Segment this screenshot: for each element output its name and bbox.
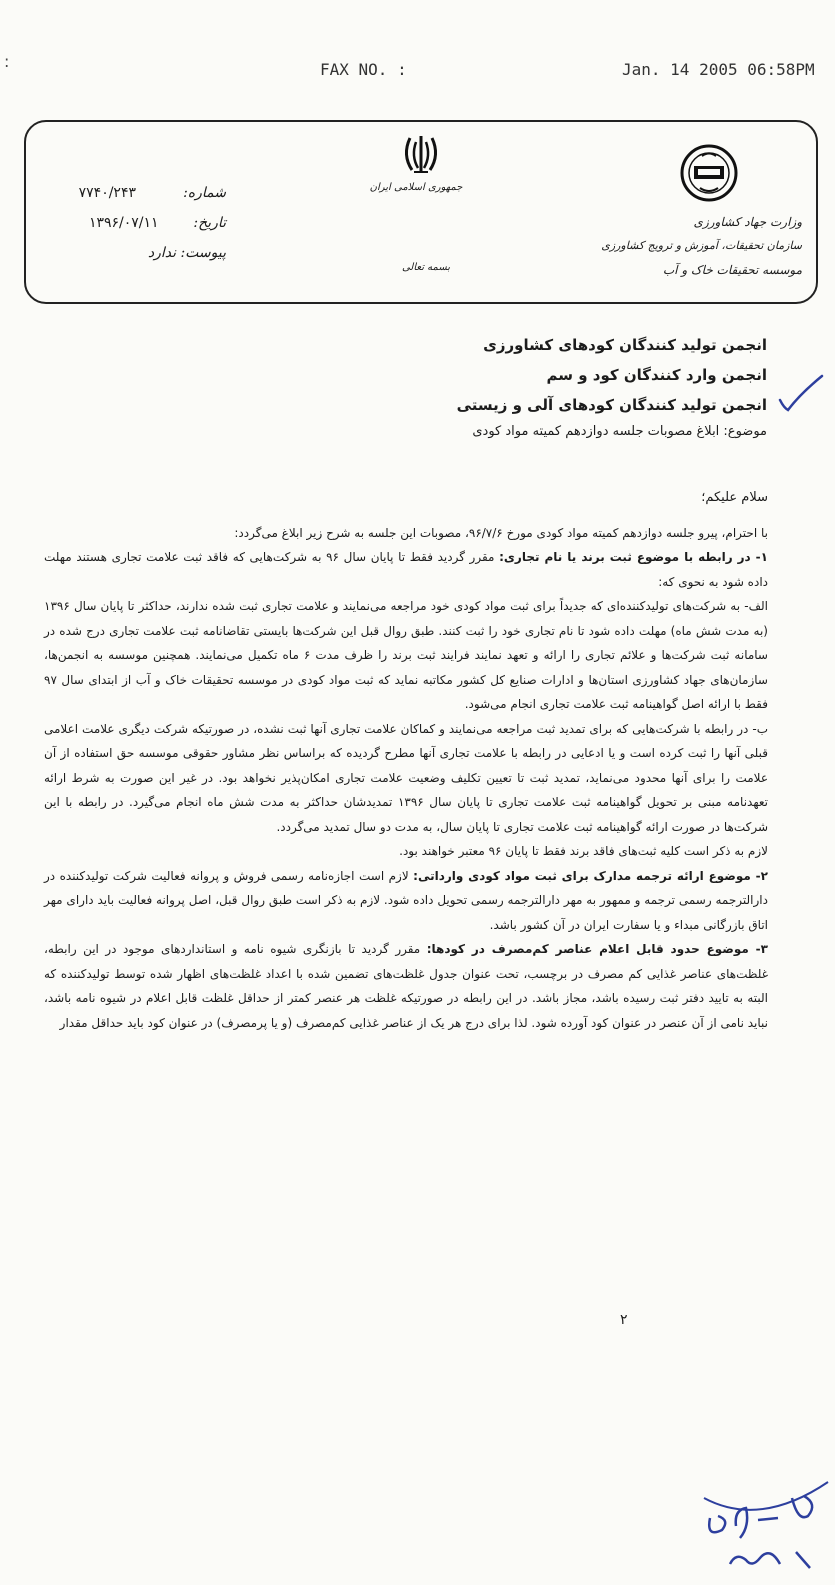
republic-text: جمهوری اسلامی ایران <box>369 182 463 193</box>
addressee: انجمن تولید کنندگان کودهای کشاورزی <box>483 336 767 354</box>
item-2-text: لازم است اجازه‌نامه رسمی فروش و پروانه فعالیت شرکت تولیدکننده در دارالترجمه رسمی ترجمه و ممهور به مهر دارالترجمه رسمی تحویل داده شود. لازم به ذکر است طبق روال قبل، اصل پروانه فعالیت باید دارای مهر اتاق بازرگانی مبداء و یا سفارت ایران در آن کشور باشد. <box>44 868 768 932</box>
org-line: موسسه تحقیقات خاک و آب <box>662 263 802 277</box>
letterhead <box>24 120 818 304</box>
date-label: تاریخ: <box>193 215 226 231</box>
item-3-heading: ۳- موضوع حدود قابل اعلام عناصر کم‌مصرف در کودها: <box>426 942 768 956</box>
page-mark: ۲ <box>620 1312 628 1328</box>
margin-mark: : <box>4 52 10 71</box>
item-1-alef: الف- به شرکت‌های تولیدکننده‌ای که جدیداً برای ثبت مواد کودی خود مراجعه می‌نمایند و علامت تجاری ثبت شده ندارند، حداکثر تا پایان سال ۱۳۹۶ (به مدت شش ماه) مهلت داده شود تا نام تجاری خود را ثبت کنند. طبق روال قبل این شرکت‌ها بایستی تقاضانامه ثبت علامت تجاری درج شده در سامانه ثبت شرکت‌ها و علائم تجاری را ارائه و تعهد نمایند فرایند ثبت برند را ظرف مدت ۶ ماه تکمیل می‌نمایند. همچنین موسسه به انجمن‌ها، سازمان‌های جهاد کشاورزی استان‌ها و ادارات صنایع کل کشور مکاتبه نماید که ثبت مواد کودی در موسسه تحقیقات خاک و آب از ابتدای سال ۹۷ فقط با ارائه اصل گواهینامه ثبت علامت تجاری انجام می‌شود. <box>44 599 768 711</box>
item-3-text: مقرر گردید تا بازنگری شیوه نامه و استانداردهای موجود در این رابطه، غلظت‌های عناصر غذایی کم مصرف در برچسب، تحت عنوان جدول غلظت‌های تضمین شده با اعداد غلظت‌های اظهار شده توسط تولیدکننده که البته به تایید دفتر ثبت رسیده باشد، مجاز باشد. در این رابطه در صورتیکه غلظت هر عنصر کمتر از حداقل غلظت قابل اعلام در شیوه نامه باشد، نباید نامی از آن عنصر در عنوان کود آورده شود. لذا برای درج هر یک از عناصر غذایی کم‌مصرف (و یا پرمصرف) در عنوان کود باید حداقل مقدار <box>44 942 768 1030</box>
item-1-be: ب- در رابطه با شرکت‌هایی که برای تمدید ثبت مراجعه می‌نمایند و کماکان علامت تجاری آنها ثبت نشده، در صورتیکه شرکت دیگری علامت اعلامی قبلی آنها را ثبت کرده است و یا ادعایی در رابطه با علامت تجاری آنها مطرح گردیده که براساس نظر مشاور حقوقی موسسه حق استفاده از آن علامت را برای آنها محدود می‌نماید، تمدید ثبت تا تعیین تکلیف وضعیت علامت تجاری امکان‌پذیر نخواهد بود. در غیر این صورت به شرط ارائه تعهدنامه مبنی بر تحویل گواهینامه ثبت علامت تجاری تا پایان سال ۱۳۹۶ تمدیدشان حداکثر به مدت شش ماه انجام می‌گیرد. در رابطه با این شرکت‌ها در صورت ارائه گواهینامه ثبت علامت تجاری تا پایان سال، به مدت دو سال تمدید می‌گردد. <box>44 721 769 834</box>
attachment-row: پیوست: ندارد <box>147 245 226 261</box>
date-row <box>66 208 226 238</box>
org-line: وزارت جهاد کشاورزی <box>693 215 802 229</box>
item-1-text: مقرر گردید فقط تا پایان سال ۹۶ به شرکت‌هایی که فاقد ثبت علامت تجاری هستند مهلت داده شود به نحوی که: <box>44 550 768 589</box>
addressee: انجمن تولید کنندگان کودهای آلی و زیستی <box>456 396 767 414</box>
org-line: سازمان تحقیقات، آموزش و ترویج کشاورزی <box>601 239 802 252</box>
bismillah-text: بسمه تعالی <box>401 262 451 273</box>
letter-subject: موضوع: ابلاغ مصوبات جلسه دوازدهم کمیته مواد کودی <box>472 424 767 439</box>
number-label: شماره: <box>183 185 226 201</box>
iran-emblem-icon <box>396 130 446 180</box>
item-1-heading: ۱- در رابطه با موضوع ثبت برند یا نام تجاری: <box>499 550 768 564</box>
item-1 <box>44 545 768 594</box>
date-value: ۱۳۹۶/۰۷/۱۱ <box>88 215 159 231</box>
salutation: سلام علیکم؛ <box>701 490 768 505</box>
number-value: ۷۷۴۰/۲۴۳ <box>78 185 136 201</box>
fax-date: Jan. 14 2005 06:58PM <box>622 60 815 79</box>
item-3 <box>44 937 768 1035</box>
handwritten-checkmark-icon <box>776 372 826 416</box>
organization-block <box>586 210 802 282</box>
addressees <box>247 330 767 420</box>
number-row <box>66 178 226 208</box>
item-1-note: لازم به ذکر است کلیه ثبت‌های فاقد برند فقط تا پایان ۹۶ معتبر خواهند بود. <box>399 844 768 858</box>
fax-number-label: FAX NO. : <box>320 60 407 79</box>
letter-body <box>44 486 768 1035</box>
letter-meta <box>66 178 226 268</box>
item-2-heading: ۲- موضوع ارائه ترجمه مدارک برای ثبت مواد کودی وارداتی: <box>413 868 768 883</box>
fax-header <box>0 60 835 84</box>
item-2 <box>44 864 768 938</box>
handwritten-note-icon <box>700 1468 830 1578</box>
addressee: انجمن وارد کنندگان کود و سم <box>546 366 767 384</box>
jahad-logo-icon <box>678 142 740 204</box>
intro-paragraph: با احترام، پیرو جلسه دوازدهم کمیته مواد کودی مورخ ۹۶/۷/۶، مصوبات این جلسه به شرح زیر ابلاغ می‌گردد: <box>234 525 768 540</box>
